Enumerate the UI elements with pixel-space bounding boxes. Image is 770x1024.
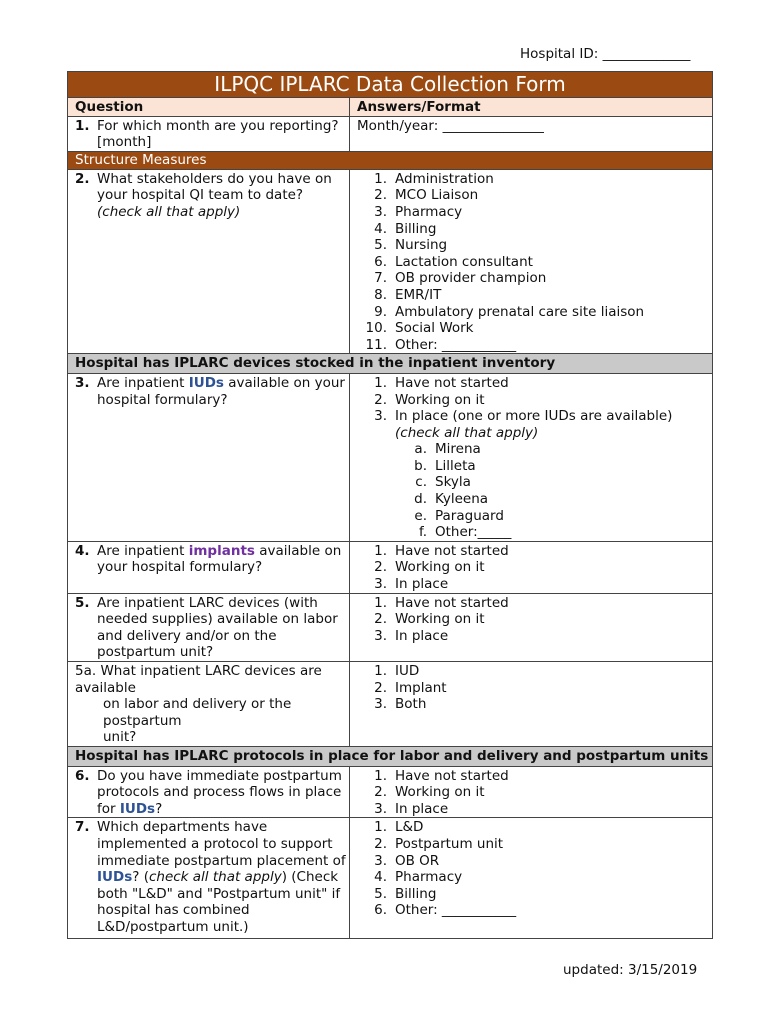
question-row-3 (68, 374, 712, 542)
option-label: Other: ___________ (395, 336, 517, 353)
option-number: 2. (374, 611, 387, 628)
option-number: 3. (374, 852, 387, 869)
question-text: Which departments have implemented a protocol to support immediate postpartum placement of IUDs? (check all that apply) (Check both "L&D" and "Postpartum unit" if hospital has combined L&D/postpartum unit.) (97, 819, 346, 935)
answer-option[interactable] (357, 886, 712, 903)
option-label: In place (395, 800, 449, 817)
option-number: 1. (374, 542, 387, 559)
option-label: Billing (395, 220, 437, 237)
answers-column-header: Answers/Format (357, 99, 481, 115)
answer-option[interactable] (357, 784, 712, 801)
answer-option[interactable] (357, 375, 712, 392)
option-label: MCO Liaison (395, 187, 479, 204)
option-number: 2. (374, 784, 387, 801)
q3-iud-options (411, 441, 712, 541)
option-number: 3. (374, 576, 387, 593)
q6-options (357, 768, 712, 818)
q7-options (357, 819, 712, 919)
option-label: IUD (395, 663, 420, 679)
option-label: Pharmacy (395, 203, 463, 220)
answer-option[interactable] (357, 696, 712, 713)
question-row-6 (68, 767, 712, 819)
option-label: Kyleena (435, 491, 489, 508)
answer-option[interactable] (357, 836, 712, 853)
option-number: 9. (374, 303, 387, 320)
answer-option[interactable] (357, 304, 712, 321)
answer-option[interactable] (357, 680, 712, 697)
option-label: In place (395, 576, 449, 593)
option-letter: d. (414, 491, 427, 508)
option-letter: b. (414, 457, 427, 474)
section-structure-measures: Structure Measures (68, 152, 712, 170)
option-label: OB OR (395, 852, 440, 869)
option-label: L&D (395, 819, 424, 836)
option-number: 1. (374, 819, 387, 836)
option-label: Nursing (395, 237, 448, 254)
option-number: 11. (365, 336, 387, 353)
answer-option[interactable] (357, 663, 712, 680)
answer-option[interactable] (357, 559, 712, 576)
answer-option[interactable] (357, 171, 712, 188)
answer-option[interactable] (357, 187, 712, 204)
option-label: Both (395, 696, 427, 713)
answer-option[interactable] (357, 902, 712, 919)
option-label: Have not started (395, 767, 509, 784)
option-number: 7. (374, 270, 387, 287)
option-label: Administration (395, 170, 494, 187)
answer-option[interactable] (357, 408, 712, 425)
section-protocols: Hospital has IPLARC protocols in place for labor and delivery and postpartum units (68, 747, 712, 767)
option-number: 5. (374, 885, 387, 902)
option-number: 1. (374, 594, 387, 611)
option-label: Billing (395, 885, 437, 902)
option-label: Skyla (435, 474, 471, 491)
option-label: Social Work (395, 320, 474, 337)
option-number: 2. (374, 559, 387, 576)
answer-option[interactable] (357, 337, 712, 354)
option-label: Working on it (395, 784, 485, 801)
option-label: Working on it (395, 559, 485, 576)
option-number: 6. (374, 902, 387, 919)
option-number: 1. (374, 170, 387, 187)
answer-option[interactable] (357, 595, 712, 612)
option-number: 4. (374, 869, 387, 886)
updated-date: updated: 3/15/2019 (563, 962, 698, 978)
answer-option[interactable] (357, 270, 712, 287)
option-number: 1. (374, 663, 387, 679)
check-all-note: (check all that apply) (395, 424, 539, 441)
iud-option[interactable] (411, 508, 712, 525)
check-all-note: check all that apply (148, 869, 282, 886)
option-label: Have not started (395, 594, 509, 611)
q5a-options (357, 663, 712, 713)
option-letter: a. (414, 441, 427, 458)
answer-option[interactable] (357, 819, 712, 836)
keyword-iuds: IUDs (188, 374, 224, 391)
question-row-7 (68, 818, 712, 937)
answer-option[interactable] (357, 287, 712, 304)
q4-options (357, 543, 712, 593)
answer-option[interactable] (357, 576, 712, 593)
option-label: Ambulatory prenatal care site liaison (395, 303, 645, 320)
check-all-note: (check all that apply) (97, 203, 241, 220)
option-letter: e. (414, 507, 427, 524)
question-number: 5. (75, 594, 90, 611)
q5-options (357, 595, 712, 645)
data-collection-form (67, 71, 713, 939)
option-number: 1. (374, 767, 387, 784)
question-text: What stakeholders do you have on your hospital QI team to date? (97, 170, 332, 204)
option-label: In place (395, 627, 449, 644)
answer-option[interactable] (357, 628, 712, 645)
option-number: 3. (374, 203, 387, 220)
question-text: Do you have immediate postpartum protocols and process flows in place for IUDs? (97, 767, 342, 817)
question-text: 5a. What inpatient LARC devices are available on labor and delivery or the postpartum unit? (68, 662, 350, 746)
option-label: Lilleta (435, 457, 476, 474)
question-number: 7. (75, 819, 90, 836)
keyword-iuds: IUDs (119, 800, 156, 817)
iud-option[interactable] (411, 474, 712, 491)
iud-option[interactable] (411, 491, 712, 508)
section-inventory: Hospital has IPLARC devices stocked in the inpatient inventory (68, 354, 712, 374)
option-number: 2. (374, 835, 387, 852)
answer-option[interactable] (357, 237, 712, 254)
option-letter: f. (418, 524, 427, 541)
answer-option[interactable] (357, 611, 712, 628)
question-number: 6. (75, 767, 90, 784)
option-label: EMR/IT (395, 286, 442, 303)
option-label: Postpartum unit (395, 835, 504, 852)
question-number: 4. (75, 542, 90, 559)
question-column-header: Question (68, 98, 350, 116)
question-text: Are inpatient LARC devices (with needed supplies) available on labor and delivery and/or on the postpartum unit? (97, 594, 338, 661)
option-label: Pharmacy (395, 869, 463, 886)
question-number: 3. (75, 374, 90, 391)
option-label: Paraguard (435, 507, 504, 524)
option-number: 3. (374, 408, 387, 425)
iud-option[interactable] (411, 458, 712, 475)
table-header-row (68, 98, 712, 117)
option-label: In place (one or more IUDs are available) (395, 408, 673, 425)
option-label: OB provider champion (395, 270, 547, 287)
option-label: Implant (395, 679, 447, 696)
answer-option[interactable] (357, 204, 712, 221)
form-title: ILPQC IPLARC Data Collection Form (68, 72, 712, 98)
option-number: 1. (374, 374, 387, 391)
answer-option[interactable] (357, 853, 712, 870)
keyword-implants: implants (188, 542, 255, 559)
answer-option[interactable] (357, 221, 712, 238)
question-number: 1. (75, 117, 90, 134)
iud-option[interactable] (411, 441, 712, 458)
keyword-iuds: IUDs (97, 869, 133, 886)
option-label: Mirena (435, 441, 481, 458)
q2-options (357, 171, 712, 354)
option-number: 4. (374, 220, 387, 237)
option-number: 10. (365, 320, 387, 337)
hospital-id-field[interactable]: Hospital ID: _____________ (520, 46, 691, 62)
question-text: Are inpatient IUDs available on your hospital formulary? (97, 374, 345, 408)
option-label: Other: ___________ (395, 902, 517, 919)
iud-option[interactable] (411, 524, 712, 541)
option-label: Working on it (395, 391, 485, 408)
answer-option[interactable] (357, 392, 712, 409)
answer-option[interactable] (357, 254, 712, 271)
option-label: Have not started (395, 374, 509, 391)
answer-option[interactable] (357, 768, 712, 785)
option-number: 2. (374, 679, 387, 696)
option-number: 3. (374, 800, 387, 817)
option-number: 2. (374, 187, 387, 204)
option-label: Other:_____ (435, 524, 512, 541)
option-label: Working on it (395, 611, 485, 628)
answer-option[interactable] (357, 543, 712, 560)
answer-option[interactable] (357, 869, 712, 886)
question-row-1 (68, 117, 712, 152)
option-number: 8. (374, 286, 387, 303)
option-number: 2. (374, 391, 387, 408)
question-number: 2. (75, 170, 90, 187)
question-row-5a (68, 662, 712, 747)
option-number: 3. (374, 627, 387, 644)
option-label: Lactation consultant (395, 253, 533, 270)
month-year-field[interactable]: Month/year: _______________ (357, 117, 544, 134)
question-row-5 (68, 594, 712, 662)
option-letter: c. (415, 474, 427, 491)
option-number: 3. (374, 696, 387, 713)
question-text: For which month are you reporting? [month] (97, 117, 339, 151)
answer-option[interactable] (357, 320, 712, 337)
question-row-2 (68, 170, 712, 355)
option-label: Have not started (395, 542, 509, 559)
option-number: 6. (374, 253, 387, 270)
q3-options (357, 375, 712, 425)
question-text: Are inpatient implants available on your hospital formulary? (97, 542, 342, 576)
question-row-4 (68, 542, 712, 594)
option-number: 5. (374, 237, 387, 254)
answer-option[interactable] (357, 801, 712, 818)
